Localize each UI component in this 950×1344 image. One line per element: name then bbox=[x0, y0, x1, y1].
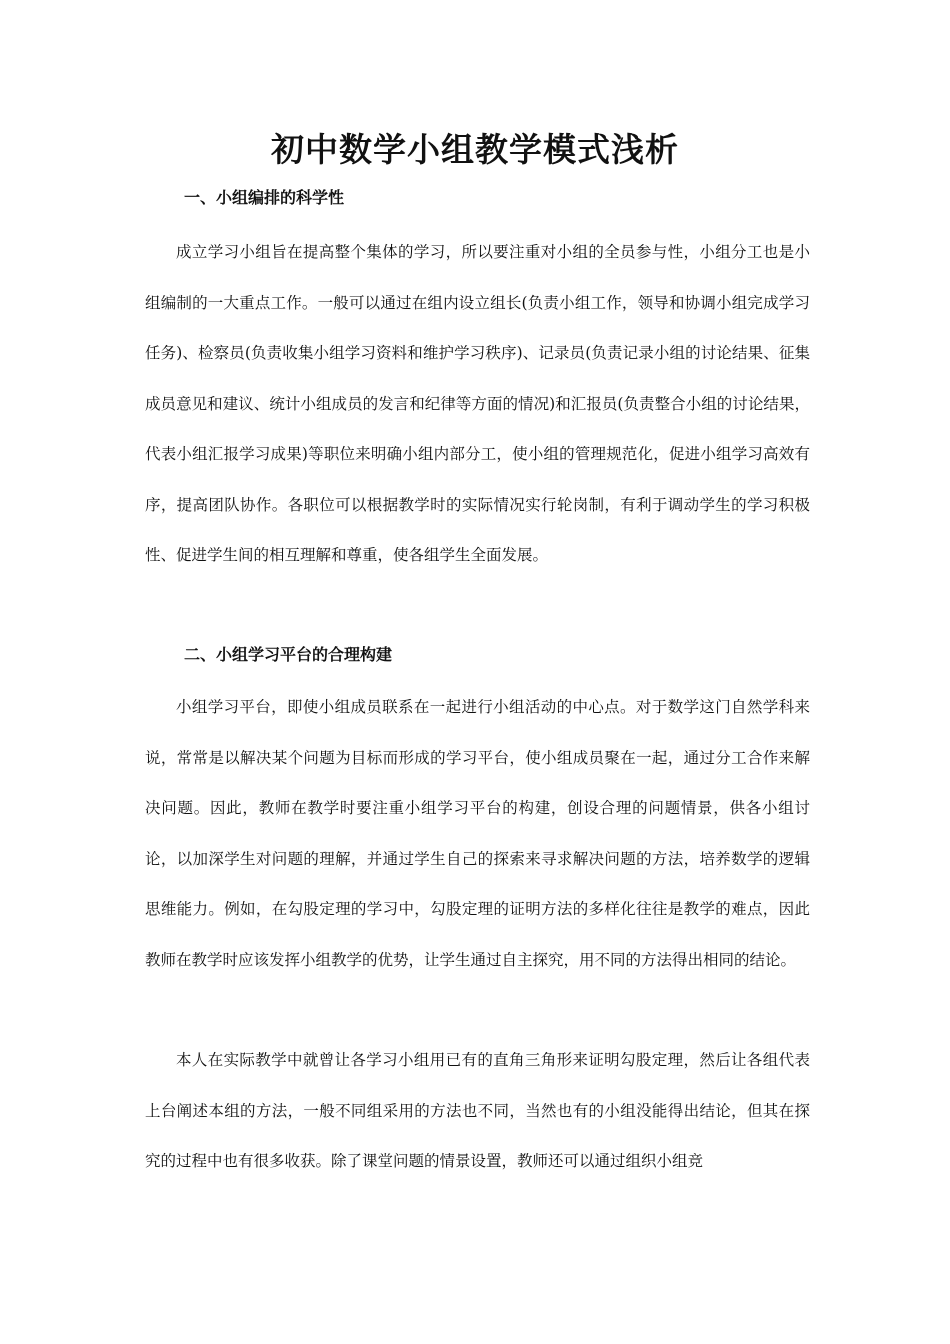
section-heading-2: 二、小组学习平台的合理构建 bbox=[184, 645, 393, 664]
section-heading-1: 一、小组编排的科学性 bbox=[184, 188, 345, 207]
section-2-paragraph-1: 小组学习平台，即使小组成员联系在一起进行小组活动的中心点。对于数学这门自然学科来说，常常是以解决某个问题为目标而形成的学习平台，使小组成员聚在一起，通过分工合作来解决问题。因此，教师在教学时要注重小组学习平台的构建，创设合理的问题情景，供各小组讨论，以加深学生对问题的理解，并通过学生自己的探索来寻求解决问题的方法，培养数学的逻辑思维能力。例如，在勾股定理的学习中，勾股定理的证明方法的多样化往往是教学的难点，因此教师在教学时应该发挥小组教学的优势，让学生通过自主探究，用不同的方法得出相同的结论。 bbox=[145, 698, 810, 969]
document-title: 初中数学小组教学模式浅析 bbox=[271, 130, 679, 169]
section-2-paragraph-2: 本人在实际教学中就曾让各学习小组用已有的直角三角形来证明勾股定理，然后让各组代表上台阐述本组的方法，一般不同组采用的方法也不同，当然也有的小组没能得出结论，但其在探究的过程中也有很多收获。除了课堂问题的情景设置，教师还可以通过组织小组竞 bbox=[145, 1051, 810, 1170]
section-1-paragraph-1: 成立学习小组旨在提高整个集体的学习，所以要注重对小组的全员参与性，小组分工也是小组编制的一大重点工作。一般可以通过在组内设立组长(负责小组工作，领导和协调小组完成学习任务)、检察员(负责收集小组学习资料和维护学习秩序)、记录员(负责记录小组的讨论结果、征集成员意见和建议、统计小组成员的发言和纪律等方面的情况)和汇报员(负责整合小组的讨论结果，代表小组汇报学习成果)等职位来明确小组内部分工，使小组的管理规范化，促进小组学习高效有序，提高团队协作。各职位可以根据教学时的实际情况实行轮岗制，有利于调动学生的学习积极性、促进学生间的相互理解和尊重，使各组学生全面发展。 bbox=[145, 243, 810, 564]
